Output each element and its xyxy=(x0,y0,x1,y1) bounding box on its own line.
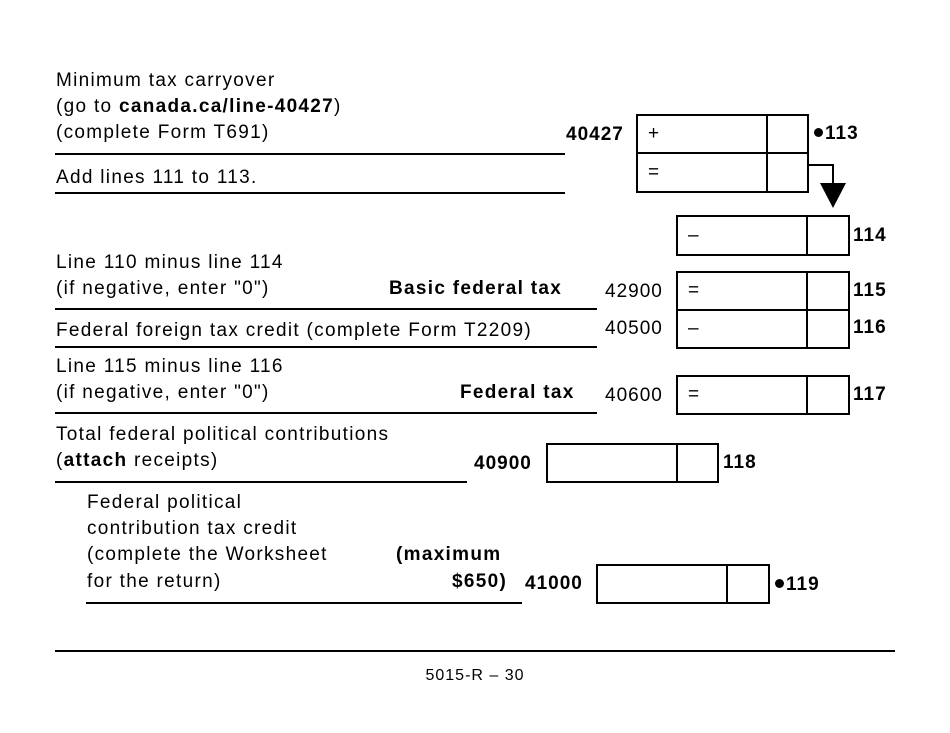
canada-ca-link[interactable]: canada.ca/line-40427 xyxy=(118,96,335,117)
basic-federal-tax-label: Basic federal tax xyxy=(389,278,563,299)
row113-label-line2-pre: (go to xyxy=(56,96,119,117)
row119-code: 41000 xyxy=(525,573,583,594)
row115-line-number: 115 xyxy=(853,280,887,301)
row117-label-line1: Line 115 minus line 116 xyxy=(56,356,284,377)
row116-label: Federal foreign tax credit (complete Form T2209) xyxy=(56,320,533,341)
add-lines-amount-field[interactable] xyxy=(636,152,809,193)
row113-label-line2 xyxy=(56,94,342,120)
row113-plus-sign: + xyxy=(648,123,660,144)
row116-line-number: 116 xyxy=(853,317,887,338)
row119-bullet-icon xyxy=(775,579,784,588)
row113-cents-divider xyxy=(766,116,768,152)
row117-code: 40600 xyxy=(605,385,663,406)
row118-label-line2-pre: ( xyxy=(56,450,64,471)
row119-maximum-label: (maximum xyxy=(396,544,502,565)
row119-label-line3: (complete the Worksheet xyxy=(87,544,328,565)
row115-code: 42900 xyxy=(605,281,663,302)
row113-line-number-text: 113 xyxy=(825,123,859,144)
row119-amount-field[interactable] xyxy=(596,564,770,604)
row119-divider xyxy=(86,602,522,604)
row114-minus-sign: – xyxy=(688,224,699,246)
row114-line-number: 114 xyxy=(853,225,887,246)
row117-amount-field[interactable] xyxy=(676,375,850,415)
row113-label-line3: (complete Form T691) xyxy=(56,122,270,143)
row113-label-line2-post: ) xyxy=(334,96,342,117)
row113-amount-field[interactable] xyxy=(636,114,809,154)
row119-label-line4: for the return) xyxy=(87,571,222,592)
row117-cents-divider xyxy=(806,377,808,413)
row118-label-line2-post: receipts) xyxy=(127,450,219,471)
row115-label-line1: Line 110 minus line 114 xyxy=(56,252,284,273)
row116-amount-field[interactable] xyxy=(676,309,850,349)
row116-cents-divider xyxy=(806,311,808,347)
row117-divider xyxy=(55,412,597,414)
row113-divider xyxy=(55,153,565,155)
row113-label-line1: Minimum tax carryover xyxy=(56,70,276,91)
row119-cents-divider xyxy=(726,566,728,602)
add-lines-cents-divider xyxy=(766,154,768,191)
row117-label-line2: (if negative, enter "0") xyxy=(56,382,270,403)
add-lines-equals-sign: = xyxy=(648,161,660,183)
row116-minus-sign: – xyxy=(688,318,699,339)
page-number: 5015-R – 30 xyxy=(425,667,525,684)
row115-equals-sign: = xyxy=(688,280,700,301)
row118-label-line1: Total federal political contributions xyxy=(56,424,390,445)
row119-line-number-text: 119 xyxy=(786,574,820,595)
row114-cents-divider xyxy=(806,217,808,254)
row119-label-line1: Federal political xyxy=(87,492,243,513)
row118-code: 40900 xyxy=(474,453,532,474)
row117-equals-sign: = xyxy=(688,384,700,405)
federal-tax-label: Federal tax xyxy=(460,382,575,403)
row117-line-number: 117 xyxy=(853,384,887,405)
row116-divider xyxy=(55,346,597,348)
row118-divider xyxy=(55,481,467,483)
row114-amount-field[interactable] xyxy=(676,215,850,256)
attach-emphasis: attach xyxy=(63,450,128,471)
footer-rule xyxy=(55,650,895,652)
row115-label-line2: (if negative, enter "0") xyxy=(56,278,270,299)
row118-cents-divider xyxy=(676,445,678,481)
row118-amount-field[interactable] xyxy=(546,443,719,483)
row113-code: 40427 xyxy=(566,124,624,145)
row118-line-number: 118 xyxy=(723,452,757,473)
row119-label-line2: contribution tax credit xyxy=(87,518,298,539)
row113-bullet-icon xyxy=(814,128,823,137)
row118-label-line2 xyxy=(56,448,219,474)
add-lines-label: Add lines 111 to 113. xyxy=(56,167,258,188)
add-lines-divider xyxy=(55,192,565,194)
row115-cents-divider xyxy=(806,273,808,309)
row116-code: 40500 xyxy=(605,318,663,339)
arrow-down-icon xyxy=(805,163,855,213)
row115-amount-field[interactable] xyxy=(676,271,850,311)
row119-line-number xyxy=(775,574,820,596)
row113-line-number xyxy=(814,123,859,145)
row115-divider xyxy=(55,308,597,310)
row119-maximum-amount: $650) xyxy=(452,571,508,592)
